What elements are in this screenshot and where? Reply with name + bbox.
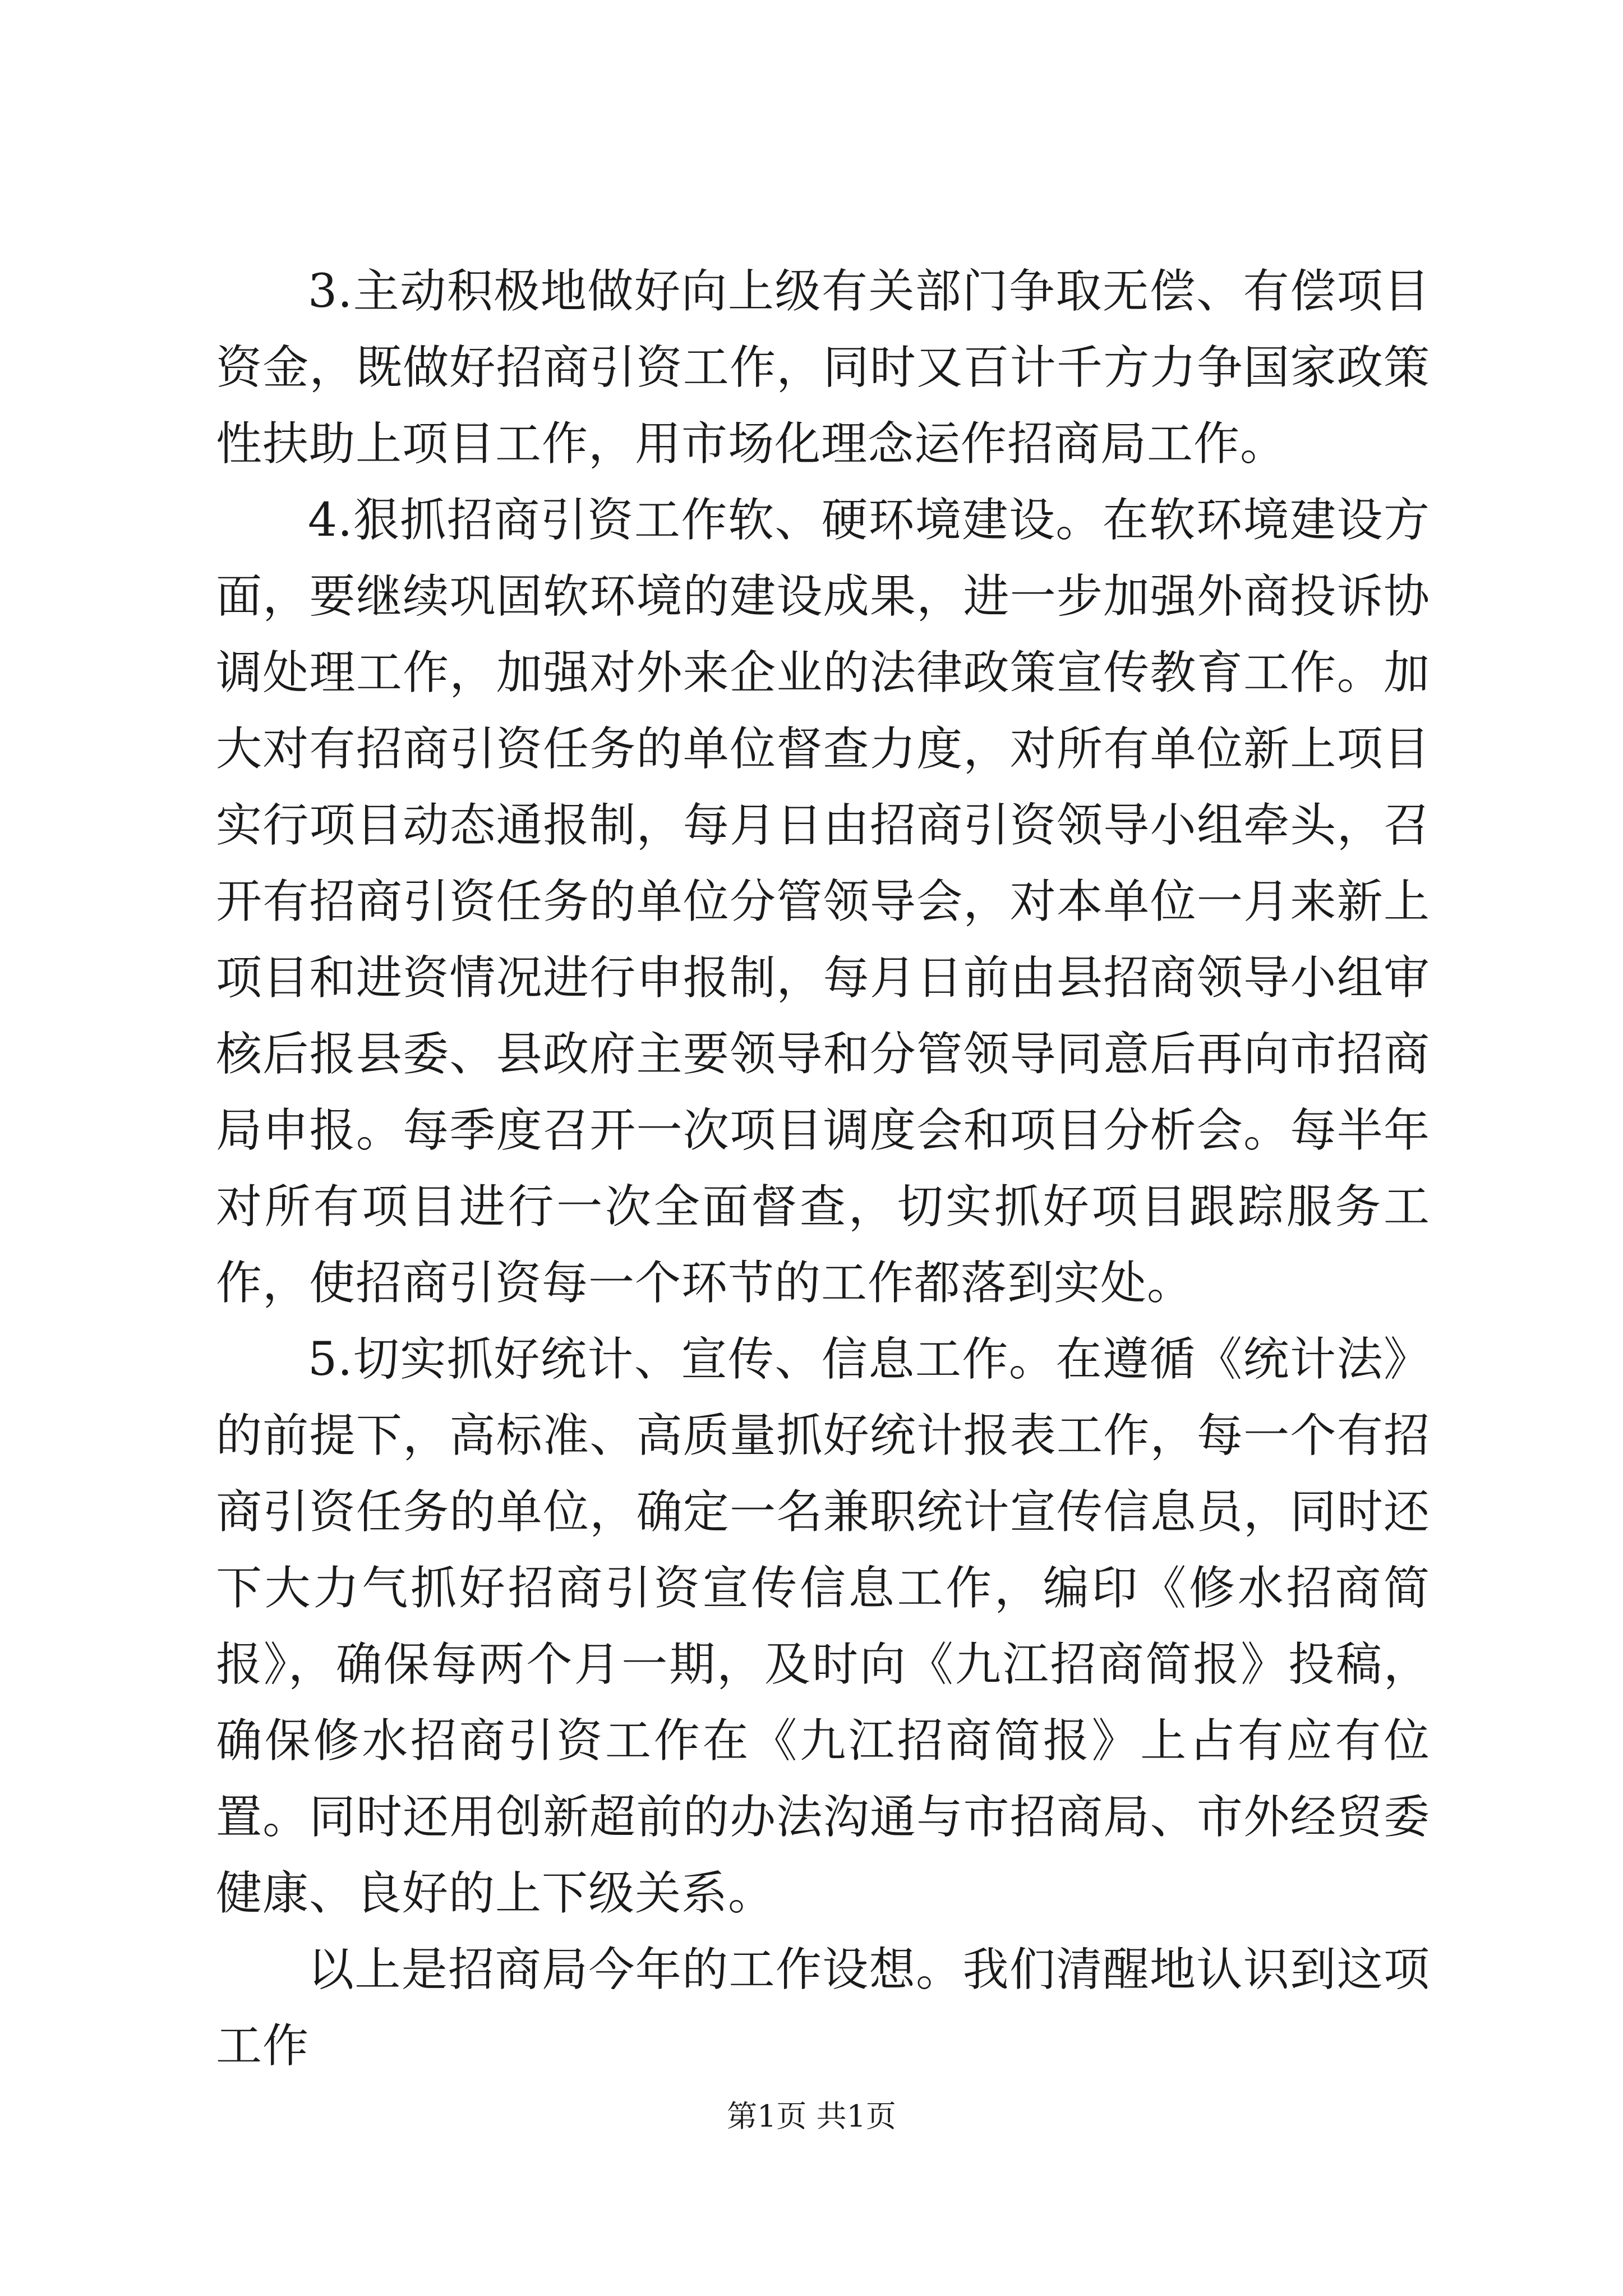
paragraph-item-5: 5.切实抓好统计、宣传、信息工作。在遵循《统计法》的前提下，高标准、高质量抓好统计报表工作，每一个有招商引资任务的单位，确定一名兼职统计宣传信息员，同时还下大力气抓好招商引资宣传信息工作，编印《修水招商简报》，确保每两个月一期，及时向《九江招商简报》投稿，确保修水招商引资工作在《九江招商简报》上占有应有位置。同时还用创新超前的办法沟通与市招商局、市外经贸委健康、良好的上下级关系。 — [216, 1333, 1430, 1920]
paragraph-conclusion: 以上是招商局今年的工作设想。我们清醒地认识到这项工作 — [216, 1943, 1430, 2073]
paragraph-item-3: 3.主动积极地做好向上级有关部门争取无偿、有偿项目资金，既做好招商引资工作，同时又百计千方力争国家政策性扶助上项目工作，用市场化理念运作招商局工作。 — [216, 265, 1430, 471]
document-body — [216, 254, 1430, 2085]
page-footer — [0, 2097, 1623, 2136]
paragraph-item-4: 4.狠抓招商引资工作软、硬环境建设。在软环境建设方面，要继续巩固软环境的建设成果，进一步加强外商投诉协调处理工作，加强对外来企业的法律政策宣传教育工作。加大对有招商引资任务的单位督查力度，对所有单位新上项目实行项目动态通报制，每月日由招商引资领导小组牵头，召开有招商引资任务的单位分管领导会，对本单位一月来新上项目和进资情况进行申报制，每月日前由县招商领导小组审核后报县委、县政府主要领导和分管领导同意后再向市招商局申报。每季度召开一次项目调度会和项目分析会。每半年对所有项目进行一次全面督查，切实抓好项目跟踪服务工作，使招商引资每一个环节的工作都落到实处。 — [216, 494, 1430, 1310]
page-number-label: 第1页 共1页 — [727, 2099, 896, 2134]
